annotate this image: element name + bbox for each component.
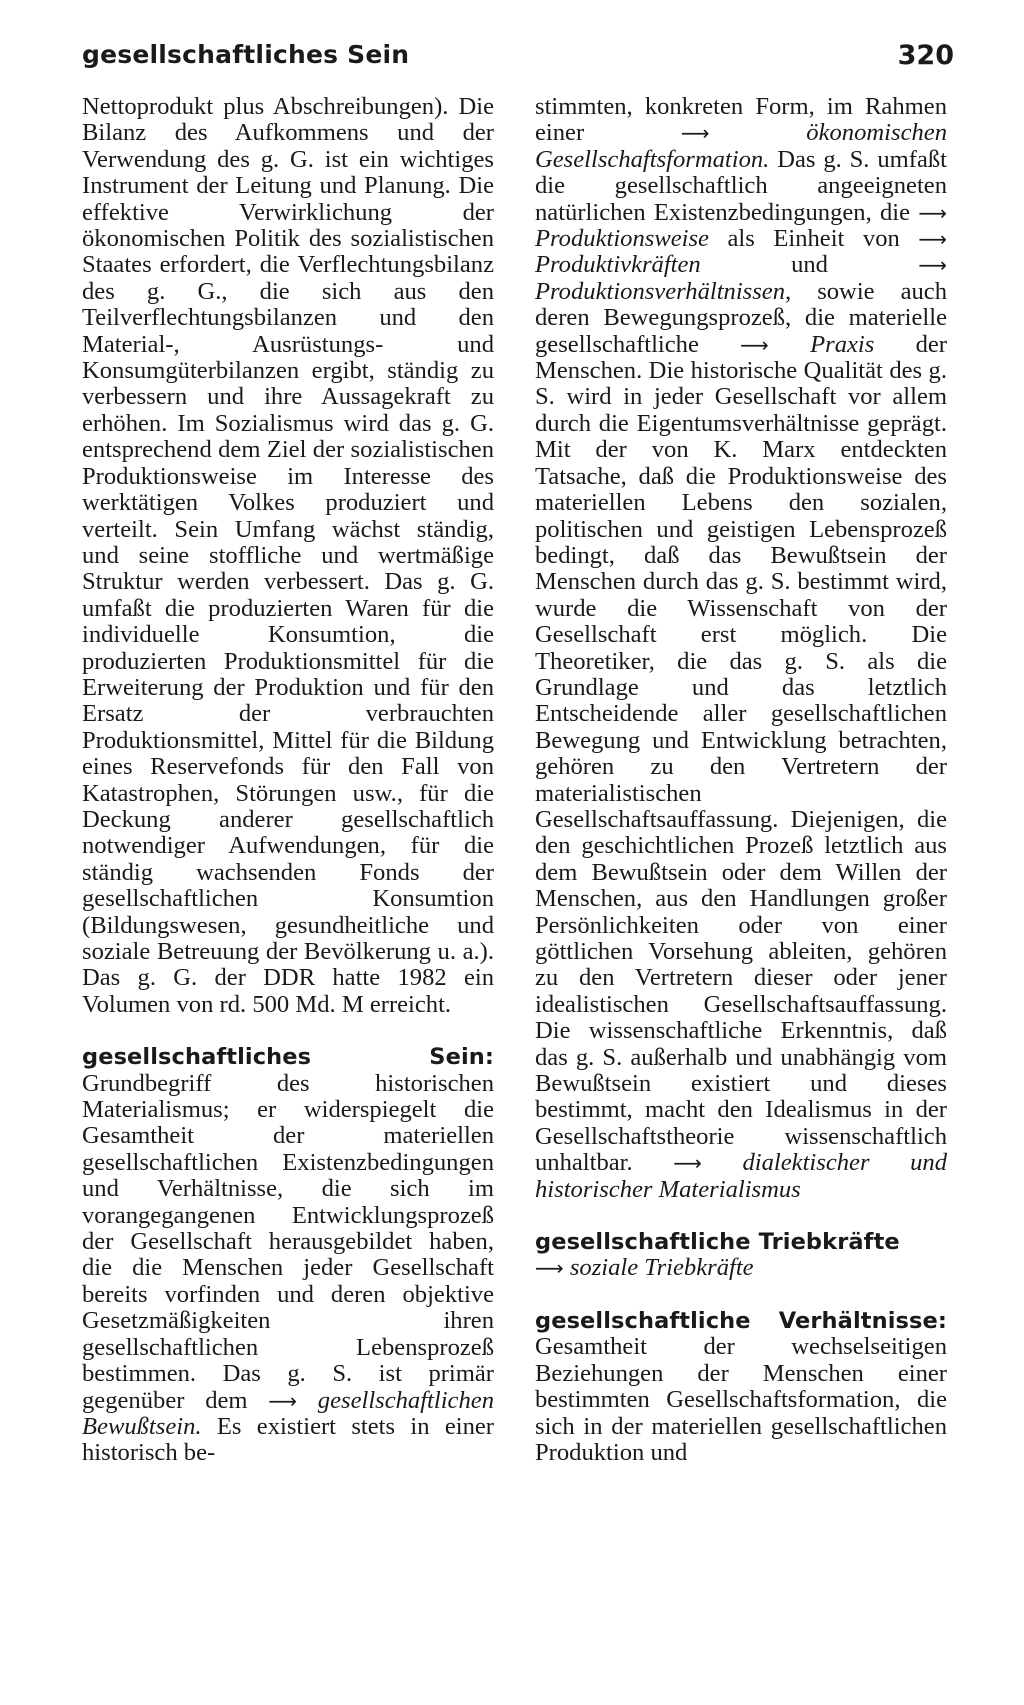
- cross-reference-arrow-icon: ⟶: [918, 200, 947, 225]
- cross-reference-link[interactable]: Produktivkräften: [535, 251, 701, 279]
- page-number: 320: [897, 40, 954, 71]
- cross-reference-link[interactable]: Produktionsverhältnissen,: [535, 277, 792, 305]
- entry-gesellschaftliche-triebkraefte: [535, 1229, 947, 1282]
- entry-gesellschaftliche-verhaeltnisse: [535, 1308, 947, 1466]
- entry-text: Gesamtheit der wechselseitigen Beziehungen der Menschen einer bestimmten Gesellschaftsformation, die sich in der materiellen gesellschaftlichen Produktion und: [535, 1333, 947, 1466]
- entry-text: und: [791, 251, 828, 279]
- cross-reference-link[interactable]: Produktionsweise: [535, 225, 709, 253]
- entry-continuation-gesellschaftliches-sein: [535, 94, 947, 1203]
- entry-continuation-gesellschaftliches-gesamtprodukt: [82, 94, 494, 1018]
- cross-reference-arrow-icon: ⟶: [673, 1151, 702, 1176]
- entry-body: [535, 1229, 947, 1282]
- entry-text: sowie auch deren Bewegungsprozeß, die materielle gesellschaftliche: [535, 277, 947, 358]
- entry-text: Nettoprodukt plus Abschreibungen). Die Bilanz des Aufkommens und der Verwendung des g. G. ist ein wichtiges Instrument der Leitung und Planung. Die effektive Verwirklichung der ökonomischen Politik des sozialistischen Staates erfordert, die Verflechtungsbilanz des g. G., die sich aus den Teilverflechtungsbilanzen und den Material-, Ausrüstungs- und Konsumgüterbilanzen ergibt, ständig zu verbessern und ihre Aussagekraft zu erhöhen. Im Sozialismus wird das g. G. entsprechend dem Ziel der sozialistischen Produktionsweise im Interesse des werktätigen Volkes produziert und verteilt. Sein Umfang wächst ständig, und seine stoffliche und wertmäßige Struktur werden verbessert. Das g. G. umfaßt die produzierten Waren für die individuelle Konsumtion, die produzierten Produktionsmittel für die Erweiterung der Produktion und für den Ersatz der verbrauchten Produktionsmittel, Mittel für die Bildung eines Reservefonds für den Fall von Katastrophen, Störungen usw., für die Deckung anderer gesellschaftlich notwendiger Aufwendungen, für die ständig wachsenden Fonds der gesellschaftlichen Konsumtion (Bildungswesen, gesundheitliche und soziale Betreuung der Bevölkerung u. a.). Das g. G. der DDR hatte 1982 ein Volumen von rd. 500 Md. M erreicht.: [82, 93, 494, 1018]
- headword: gesellschaftliches Sein:: [82, 1044, 494, 1071]
- left-column: [82, 94, 494, 1467]
- cross-reference-arrow-icon: ⟶: [918, 253, 947, 278]
- cross-reference-arrow-icon: ⟶: [740, 332, 769, 357]
- entry-body: [82, 1044, 494, 1467]
- entry-body: [535, 1308, 947, 1466]
- cross-reference-link[interactable]: soziale Triebkräfte: [569, 1254, 754, 1282]
- cross-reference-arrow-icon: ⟶: [918, 227, 947, 252]
- cross-reference-arrow-icon: ⟶: [535, 1256, 564, 1281]
- entry-gesellschaftliches-sein: [82, 1044, 494, 1467]
- entry-text: Es existiert stets in einer historisch be-: [82, 1412, 494, 1467]
- cross-reference-arrow-icon: ⟶: [680, 121, 710, 146]
- entry-text: Grundbegriff des historischen Materialismus; er widerspiegelt die Gesamtheit der materiellen gesellschaftlichen Existenzbedingungen und Verhältnisse, die sich im vorangegangenen Entwicklungsprozeß der Gesellschaft herausgebildet haben, die die Menschen jeder Gesellschaft bereits vorfinden und deren objektive Gesetzmäßigkeiten ihren gesellschaftlichen Lebensprozeß bestimmen. Das g. S. ist primär gegenüber dem: [82, 1069, 494, 1414]
- cross-reference-link[interactable]: Praxis: [810, 330, 875, 358]
- headword: gesellschaftliche Triebkräfte: [535, 1229, 900, 1256]
- entry-text: stimmten, konkreten Form, im Rahmen einer: [535, 93, 947, 147]
- headword: gesellschaftliche Verhältnisse:: [535, 1307, 947, 1334]
- cross-reference-link[interactable]: dialektischer und historischer Materialismus: [535, 1149, 947, 1203]
- right-column: [535, 94, 947, 1466]
- entry-body: [535, 94, 947, 1203]
- entry-text: als Einheit von: [727, 225, 900, 253]
- cross-reference-arrow-icon: ⟶: [268, 1388, 297, 1413]
- cross-reference-link[interactable]: ökonomischen Gesellschaftsformation.: [535, 119, 947, 173]
- entry-text: Das g. S. umfaßt die gesellschaftlich angeeigneten natürlichen Existenzbedingungen, die: [535, 145, 947, 226]
- cross-reference-link[interactable]: gesellschaftlichen Bewußtsein.: [82, 1386, 494, 1440]
- entry-text: der Menschen. Die historische Qualität des g. S. wird in jeder Gesellschaft vor allem durch die Eigentumsverhältnisse geprägt. Mit der von K. Marx entdeckten Tatsache, daß die Produktionsweise des materiellen Lebens den sozialen, politischen und geistigen Lebensprozeß bedingt, daß das Bewußtsein der Menschen durch das g. S. bestimmt wird, wurde die Wissenschaft von der Gesellschaft erst möglich. Die Theoretiker, die das g. S. als die Grundlage und das letztlich Entscheidende aller gesellschaftlichen Bewegung und Entwicklung betrachten, gehören zu den Vertretern der materialistischen Gesellschaftsauffassung. Diejenigen, die den geschichtlichen Prozeß letztlich aus dem Bewußtsein oder dem Willen der Menschen, aus den Handlungen großer Persönlichkeiten oder von einer göttlichen Vorsehung ableiten, gehören zu den Vertretern dieser oder jener idealistischen Gesellschaftsauffassung. Die wissenschaftliche Erkenntnis, daß das g. S. außerhalb und unabhängig vom Bewußtsein existiert und dieses bestimmt, macht den Idealismus in der Gesellschaftstheorie wissenschaftlich unhaltbar.: [535, 330, 947, 1177]
- running-head: gesellschaftliches Sein: [82, 40, 410, 69]
